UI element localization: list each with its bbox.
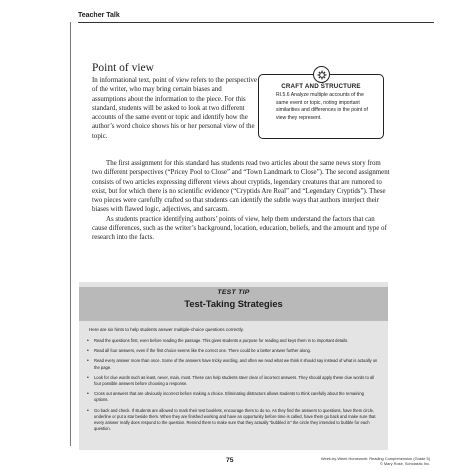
tip-item: • Cross out answers that are obviously incorrect before making a choice. Eliminating distractors allows students to think carefully about the remaining options. <box>87 391 379 403</box>
paragraph-three: As students practice identifying authors’ points of view, help them understand the factors that can cause differences, such as the writer’s background, location, education, beliefs, and the amount and type of research into the facts. <box>92 215 387 242</box>
footer-copyright: © Mary Rose, Scholastic Inc. <box>379 461 430 466</box>
test-tip-label: TEST TIP <box>217 289 250 296</box>
footer-book-title: Week-by-Week Homework: Reading Comprehension (Grade 5) <box>320 456 430 461</box>
section-title: Point of view <box>92 62 154 74</box>
standard-text: RI.5.6 Analyze multiple accounts of the same event or topic, noting important similarities and differences in the point of view they represent. <box>276 92 368 121</box>
craft-title: CRAFT AND STRUCTURE <box>281 83 361 90</box>
tip-item: • Read every answer more than once. Some of the answers have tricky wording, and often we read what we think it should say instead of what is actually on the page. <box>87 358 379 370</box>
test-tip-intro: Here are six hints to help students answer multiple-choice questions correctly. <box>89 327 244 332</box>
paragraph-two: The first assignment for this standard has students read two articles about the same news story from two different perspectives (“Pricey Pool to Close” and “Town Landmark to Close”). The second assignment consists of two articles expressing different views about cryptids, legendary creatures that are rumored to exist, but for which there is no scientific evidence (“Cryptids Are Real” and “Legendary Cryptids”). These two pieces were carefully crafted so that students can identify the subtle ways that authors interject their biases with flawed logic, adjectives, and sarcasm. <box>92 160 390 214</box>
margin-rule <box>70 22 71 446</box>
body-text <box>92 159 390 243</box>
test-tip-title: Test-Taking Strategies <box>184 299 283 309</box>
test-tip-list <box>87 338 379 436</box>
tip-item: • Go back and check. If students are allowed to mark their test booklets, encourage them to do so. As they find the answers to questions, have them circle, underline or put a star beside them. When they are finished working and have an opportunity before time is called, have them go back and make sure that every answer really does respond to the question. Remind them to make sure that they actually “bubbled in” the circle they intended to bubble for each question. <box>87 408 379 433</box>
page-number: 75 <box>226 457 234 464</box>
craft-and-structure-box <box>258 74 384 139</box>
footer-credit <box>320 456 430 466</box>
running-header: Teacher Talk <box>78 12 120 19</box>
tip-item: • Look for clue words such as least, never, main, most. These can help students steer clear of incorrect answers. They should apply these clue words to all four possible answers before choosing a response. <box>87 375 379 387</box>
gear-icon <box>313 66 330 83</box>
test-tip-box <box>79 282 388 450</box>
tip-item: • Read the questions first, even before reading the passage. This gives students a purpose for reading and keys them in to important details. <box>87 338 379 344</box>
lead-paragraph: In informational text, point of view refers to the perspective of the writer, who may bring certain biases and assumptions about the information to the piece. For this standard, students will be asked to look at two different accounts of the same event or topic and identify how the author’s word choice shows his or her personal view of the topic. <box>92 77 257 140</box>
tip-item: • Read all four answers, even if the first choice seems like the correct one. There could be a better answer further along. <box>87 348 379 354</box>
header-rule <box>78 22 434 23</box>
